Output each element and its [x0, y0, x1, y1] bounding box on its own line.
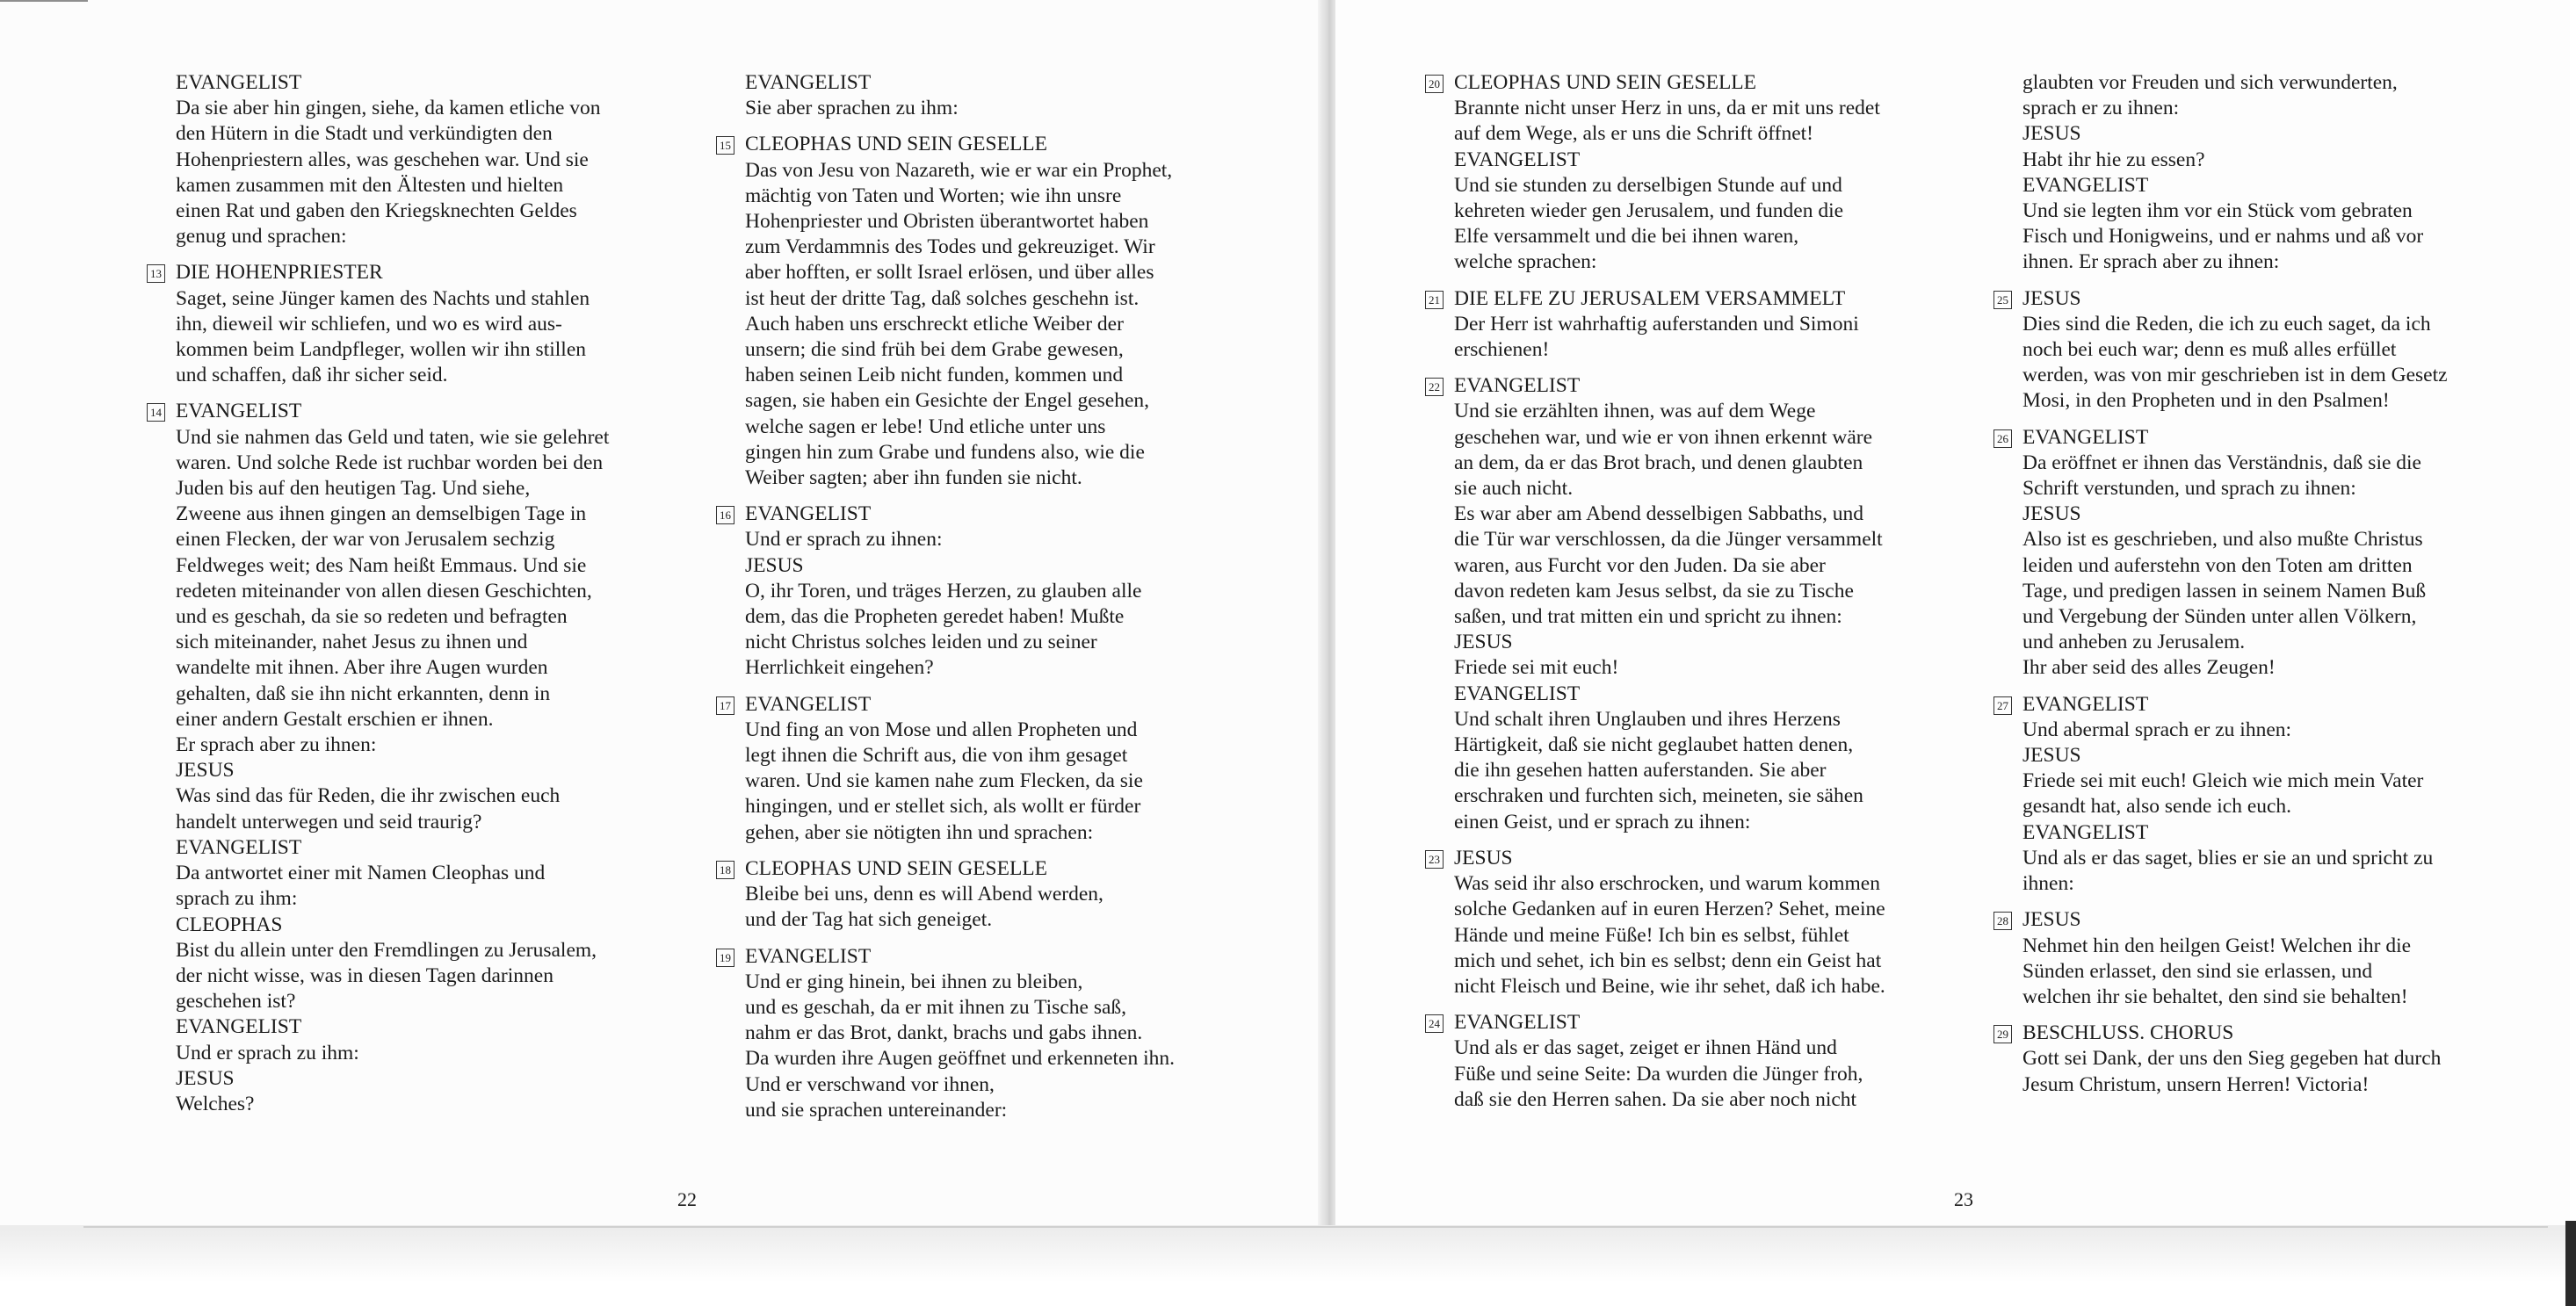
page-number-left: 22	[677, 1188, 697, 1210]
track-number-box: 24	[1425, 1014, 1444, 1033]
text-line: Mosi, in den Propheten und in den Psalmen!	[2022, 389, 2390, 413]
text-line: gingen hin zum Grabe und fundens also, wie die	[745, 440, 1145, 464]
text-line: waren, aus Furcht vor den Juden. Da sie aber	[1454, 553, 1826, 577]
text-line: Sie aber sprachen zu ihm:	[745, 97, 959, 120]
text-line: Füße und seine Seite: Da wurden die Jünger froh,	[1454, 1062, 1863, 1086]
text-line: EVANGELIST	[745, 502, 872, 526]
text-line: Und sie erzählten ihnen, was auf dem Wege	[1454, 400, 1816, 423]
track-number-box: 29	[1994, 1025, 2012, 1043]
text-line: nicht Christus solches leiden und zu seiner	[745, 631, 1097, 654]
text-line: Friede sei mit euch!	[1454, 656, 1619, 680]
libretto-section	[720, 501, 1246, 681]
text-line: legt ihnen die Schrift aus, die von ihm gesaget	[745, 744, 1128, 768]
text-line: gesandt hat, also sende ich euch.	[2022, 795, 2292, 819]
libretto-section	[1997, 1021, 2523, 1098]
text-line: dem, das die Propheten geredet haben! Mußte	[745, 605, 1125, 629]
text-line: JESUS	[2022, 286, 2081, 310]
text-line: einen Geist, und er sprach zu ihnen:	[1454, 810, 1751, 833]
track-number-box: 13	[147, 264, 165, 283]
text-line: nicht Fleisch und Beine, wie ihr sehet, daß ich habe.	[1454, 974, 1885, 998]
libretto-section	[1429, 1010, 1990, 1113]
text-line: Und sie nahmen das Geld und taten, wie sie gelehret	[176, 425, 610, 449]
text-line: Und er verschwand vor ihnen,	[745, 1072, 995, 1096]
text-line: Gott sei Dank, der uns den Sieg gegeben hat durch	[2022, 1047, 2442, 1071]
text-line: einen Rat und gaben den Kriegsknechten Geldes	[176, 199, 577, 223]
text-column-1	[150, 70, 685, 1117]
text-line: Da sie aber hin gingen, siehe, da kamen etliche von	[176, 97, 601, 120]
text-line: kommen beim Landpfleger, wollen wir ihn stillen	[176, 338, 586, 362]
text-line: kamen zusammen mit den Ältesten und hielten	[176, 173, 564, 197]
text-line: den Hütern in die Stadt und verkündigten den	[176, 122, 553, 146]
text-line: und Vergebung der Sünden unter allen Völkern,	[2022, 605, 2417, 629]
text-line: Hohenpriestern alles, was geschehen war. Und sie	[176, 148, 589, 171]
libretto-section	[1429, 846, 1990, 999]
track-number-box: 16	[716, 506, 734, 524]
text-line: Brannte nicht unser Herz in uns, da er mit uns redet	[1454, 97, 1880, 120]
libretto-section	[150, 399, 685, 1117]
text-line: DIE ELFE ZU JERUSALEM VERSAMMELT	[1454, 286, 1846, 310]
text-line: solche Gedanken auf in euren Herzen? Sehet, meine	[1454, 898, 1885, 921]
libretto-section	[1429, 70, 1990, 276]
text-line: und der Tag hat sich geneiget.	[745, 908, 993, 932]
text-line: welchen ihr sie behaltet, den sind sie behalten!	[2022, 985, 2408, 1008]
text-line: Tage, und predigen lassen in seinem Namen Buß	[2022, 579, 2427, 602]
text-line: CLEOPHAS UND SEIN GESELLE	[745, 133, 1048, 156]
text-line: ist heut der dritte Tag, daß solches geschehn ist.	[745, 286, 1140, 310]
text-line: EVANGELIST	[1454, 374, 1581, 398]
text-line: saßen, und trat mitten ein und spricht zu ihnen:	[1454, 605, 1842, 629]
text-line: welche sagen er lebe! Und etliche unter uns	[745, 415, 1106, 438]
libretto-section	[720, 132, 1246, 491]
text-line: Welches?	[176, 1092, 255, 1115]
text-line: auf dem Wege, als er uns die Schrift öffnet!	[1454, 122, 1814, 146]
libretto-section	[1997, 286, 2523, 415]
text-line: kehreten wieder gen Jerusalem, und funden die	[1454, 199, 1844, 223]
track-number-box: 28	[1994, 912, 2012, 930]
text-line: werden, was von mir geschrieben ist in dem Gesetz	[2022, 364, 2448, 387]
text-line: EVANGELIST	[176, 400, 302, 423]
text-line: geschehen ist?	[176, 990, 296, 1014]
text-line: Und sie legten ihm vor ein Stück vom gebraten	[2022, 199, 2413, 223]
text-line: Habt ihr hie zu essen?	[2022, 148, 2205, 171]
text-line: EVANGELIST	[745, 944, 872, 968]
text-line: EVANGELIST	[745, 71, 872, 94]
text-line: die ihn gesehen hatten auferstanden. Sie aber	[1454, 759, 1827, 783]
text-line: Fisch und Honigweins, und er nahms und aß vor	[2022, 225, 2424, 249]
text-line: Und er ging hinein, bei ihnen zu bleiben,	[745, 970, 1083, 993]
text-line: waren. Und solche Rede ist ruchbar worden bei den	[176, 451, 604, 474]
text-line: O, ihr Toren, und träges Herzen, zu glauben alle	[745, 579, 1142, 602]
text-line: noch bei euch war; denn es muß alles erfüllet	[2022, 338, 2397, 362]
text-line: zum Verdammnis des Todes und gekreuziget. Wir	[745, 235, 1155, 259]
text-line: mächtig von Taten und Worten; wie ihn unsre	[745, 184, 1122, 207]
text-line: EVANGELIST	[2022, 820, 2149, 844]
text-line: Friede sei mit euch! Gleich wie mich mein Vater	[2022, 769, 2424, 793]
text-line: erschraken und furchten sich, meineten, sie sähen	[1454, 784, 1863, 808]
text-line: JESUS	[176, 759, 235, 783]
text-line: unsern; die sind früh bei dem Grabe gewesen,	[745, 338, 1124, 362]
text-line: JESUS	[1454, 631, 1513, 654]
libretto-section	[176, 70, 685, 249]
libretto-section	[2022, 70, 2523, 276]
text-line: Jesum Christum, unsern Herren! Victoria!	[2022, 1072, 2370, 1096]
text-line: Bist du allein unter den Fremdlingen zu Jerusalem,	[176, 938, 597, 962]
text-line: und es geschah, da er mit ihnen zu Tische saß,	[745, 995, 1127, 1019]
text-line: Ihr aber seid des alles Zeugen!	[2022, 656, 2276, 680]
text-line: Saget, seine Jünger kamen des Nachts und stahlen	[176, 286, 590, 310]
text-line: Und als er das saget, zeiget er ihnen Händ und	[1454, 1036, 1837, 1060]
text-line: aber hofften, er sollt Israel erlösen, und über alles	[745, 261, 1154, 285]
text-line: gehalten, daß sie ihn nicht erkannten, denn in	[176, 682, 551, 705]
text-line: geschehen war, und wie er von ihnen erkennt wäre	[1454, 425, 1873, 449]
scan-right-edge	[2565, 1221, 2576, 1306]
text-line: EVANGELIST	[1454, 148, 1581, 171]
text-line: erschienen!	[1454, 338, 1550, 362]
libretto-section	[720, 856, 1246, 934]
text-line: JESUS	[2022, 908, 2081, 932]
scan-corner-mark	[0, 0, 88, 2]
text-line: der nicht wisse, was in diesen Tagen darinnen	[176, 963, 554, 987]
track-number-box: 19	[716, 949, 734, 967]
text-line: Dies sind die Reden, die ich zu euch saget, da ich	[2022, 312, 2431, 336]
text-line: sprach zu ihm:	[176, 887, 298, 911]
text-column-3	[1429, 70, 1990, 1113]
text-line: JESUS	[745, 553, 804, 577]
text-line: einer andern Gestalt erschien er ihnen.	[176, 707, 494, 731]
text-line: sie auch nicht.	[1454, 477, 1574, 501]
text-column-4	[1997, 70, 2523, 1098]
track-number-box: 22	[1425, 378, 1444, 396]
text-line: EVANGELIST	[2022, 425, 2149, 449]
text-line: Zweene aus ihnen gingen an demselbigen Tage in	[176, 502, 587, 526]
text-line: JESUS	[2022, 122, 2081, 146]
text-line: Da eröffnet er ihnen das Verständnis, daß sie die	[2022, 451, 2421, 474]
libretto-section	[720, 692, 1246, 846]
text-line: haben seinen Leib nicht funden, kommen und	[745, 364, 1124, 387]
text-line: DIE HOHENPRIESTER	[176, 261, 383, 285]
text-line: CLEOPHAS UND SEIN GESELLE	[1454, 71, 1757, 94]
track-number-box: 15	[716, 136, 734, 155]
text-line: ihnen. Er sprach aber zu ihnen:	[2022, 250, 2280, 274]
text-line: Juden bis auf den heutigen Tag. Und siehe,	[176, 477, 531, 501]
text-line: EVANGELIST	[745, 692, 872, 716]
text-line: und es geschah, da sie so redeten und befragten	[176, 605, 568, 629]
track-number-box: 21	[1425, 291, 1444, 309]
track-number-box: 25	[1994, 291, 2012, 309]
text-line: EVANGELIST	[2022, 692, 2149, 716]
text-line: JESUS	[176, 1066, 235, 1090]
libretto-section	[1997, 692, 2523, 898]
text-line: gehen, aber sie nötigten ihn und sprachen:	[745, 820, 1094, 844]
text-line: CLEOPHAS	[176, 913, 283, 936]
text-line: Das von Jesu von Nazareth, wie er war ein Prophet,	[745, 158, 1173, 182]
text-line: Und er sprach zu ihm:	[176, 1041, 359, 1064]
libretto-section	[1429, 373, 1990, 835]
text-line: sich miteinander, nahet Jesus zu ihnen und	[176, 631, 528, 654]
text-line: Und fing an von Mose und allen Propheten und	[745, 718, 1138, 741]
text-line: Und er sprach zu ihnen:	[745, 528, 943, 552]
text-line: EVANGELIST	[176, 71, 302, 94]
text-line: welche sprachen:	[1454, 250, 1597, 274]
libretto-section	[745, 70, 1246, 121]
libretto-section	[720, 944, 1246, 1123]
libretto-section	[1997, 907, 2523, 1010]
text-line: an dem, da er das Brot brach, und denen glaubten	[1454, 451, 1863, 474]
track-number-box: 27	[1994, 696, 2012, 715]
text-line: sagen, sie haben ein Gesichte der Engel gesehen,	[745, 389, 1150, 413]
text-line: Hohenpriester und Obristen überantwortet haben	[745, 210, 1149, 234]
track-number-box: 20	[1425, 75, 1444, 93]
text-line: sprach er zu ihnen:	[2022, 97, 2180, 120]
text-line: Weiber sagten; aber ihn funden sie nicht.	[745, 466, 1082, 490]
text-line: und sie sprachen untereinander:	[745, 1098, 1008, 1122]
text-line: davon redeten kam Jesus selbst, da sie zu Tische	[1454, 579, 1854, 602]
libretto-section	[1429, 286, 1990, 364]
page-number-right: 23	[1954, 1188, 1973, 1210]
text-line: Bleibe bei uns, denn es will Abend werden,	[745, 883, 1103, 906]
text-line: EVANGELIST	[1454, 682, 1581, 705]
text-line: EVANGELIST	[1454, 1011, 1581, 1035]
text-line: Und als er das saget, blies er sie an und spricht zu	[2022, 846, 2434, 869]
text-line: EVANGELIST	[176, 835, 302, 859]
text-line: JESUS	[2022, 744, 2081, 768]
text-line: Schrift verstunden, und sprach zu ihnen:	[2022, 477, 2356, 501]
text-line: nahm er das Brot, dankt, brachs und gabs ihnen.	[745, 1021, 1143, 1045]
text-line: wandelte mit ihnen. Aber ihre Augen wurden	[176, 656, 548, 680]
text-line: Herrlichkeit eingehen?	[745, 656, 934, 680]
text-line: mich und sehet, ich bin es selbst; denn ein Geist hat	[1454, 949, 1882, 972]
text-line: einen Flecken, der war von Jerusalem sechzig	[176, 528, 555, 552]
text-line: Härtigkeit, daß sie nicht geglaubet hatten denen,	[1454, 733, 1854, 757]
text-line: ihnen:	[2022, 872, 2074, 896]
text-line: Elfe versammelt und die bei ihnen waren,	[1454, 225, 1799, 249]
text-line: hingingen, und er stellet sich, als wollt er fürder	[745, 795, 1141, 819]
text-line: Der Herr ist wahrhaftig auferstanden und Simoni	[1454, 312, 1859, 336]
text-line: Also ist es geschrieben, und also mußte Christus	[2022, 528, 2423, 552]
text-column-2	[720, 70, 1246, 1123]
text-line: JESUS	[1454, 846, 1513, 869]
text-line: redeten miteinander von allen diesen Geschichten,	[176, 579, 592, 602]
text-line: CLEOPHAS UND SEIN GESELLE	[745, 856, 1048, 880]
text-line: EVANGELIST	[176, 1015, 302, 1039]
text-line: Was seid ihr also erschrocken, und warum kommen	[1454, 872, 1880, 896]
page-bottom-line	[83, 1226, 2548, 1228]
text-line: ihn, dieweil wir schliefen, und wo es wird aus-	[176, 312, 562, 336]
text-line: Da antwortet einer mit Namen Cleophas und	[176, 862, 546, 885]
text-line: leiden und auferstehn von den Toten am dritten	[2022, 553, 2413, 577]
track-number-box: 23	[1425, 850, 1444, 869]
text-line: daß sie den Herren sahen. Da sie aber noch nicht	[1454, 1087, 1857, 1111]
text-line: genug und sprachen:	[176, 225, 347, 249]
text-line: Was sind das für Reden, die ihr zwischen euch	[176, 784, 561, 808]
text-line: Feldweges weit; des Nam heißt Emmaus. Und sie	[176, 553, 587, 577]
text-line: Und schalt ihren Unglauben und ihres Herzens	[1454, 707, 1841, 731]
track-number-box: 26	[1994, 429, 2012, 448]
text-line: Es war aber am Abend desselbigen Sabbaths, und	[1454, 502, 1863, 526]
text-line: waren. Und sie kamen nahe zum Flecken, da sie	[745, 769, 1143, 793]
libretto-section	[150, 260, 685, 388]
track-number-box: 17	[716, 696, 734, 715]
libretto-section	[1997, 425, 2523, 682]
text-line: Nehmet hin den heilgen Geist! Welchen ihr die	[2022, 934, 2412, 957]
scan-bottom-edge	[0, 1225, 2576, 1306]
text-line: die Tür war verschlossen, da die Jünger versammelt	[1454, 528, 1883, 552]
text-line: Und abermal sprach er zu ihnen:	[2022, 718, 2292, 741]
text-line: Er sprach aber zu ihnen:	[176, 733, 377, 757]
text-line: Auch haben uns erschreckt etliche Weiber der	[745, 312, 1124, 336]
text-line: und schaffen, daß ihr sicher seid.	[176, 364, 448, 387]
text-line: Und sie stunden zu derselbigen Stunde auf und	[1454, 173, 1842, 197]
text-line: glaubten vor Freuden und sich verwunderten,	[2022, 71, 2398, 94]
text-line: BESCHLUSS. CHORUS	[2022, 1021, 2234, 1045]
text-line: Sünden erlasset, den sind sie erlassen, und	[2022, 959, 2373, 983]
track-number-box: 18	[716, 861, 734, 879]
text-line: handelt unterwegen und seid traurig?	[176, 810, 482, 833]
text-line: EVANGELIST	[2022, 173, 2149, 197]
text-line: Da wurden ihre Augen geöffnet und erkenneten ihn.	[745, 1047, 1175, 1071]
text-line: und anheben zu Jerusalem.	[2022, 631, 2246, 654]
text-line: JESUS	[2022, 502, 2081, 526]
text-line: Hände und meine Füße! Ich bin es selbst, fühlet	[1454, 923, 1849, 947]
track-number-box: 14	[147, 403, 165, 422]
